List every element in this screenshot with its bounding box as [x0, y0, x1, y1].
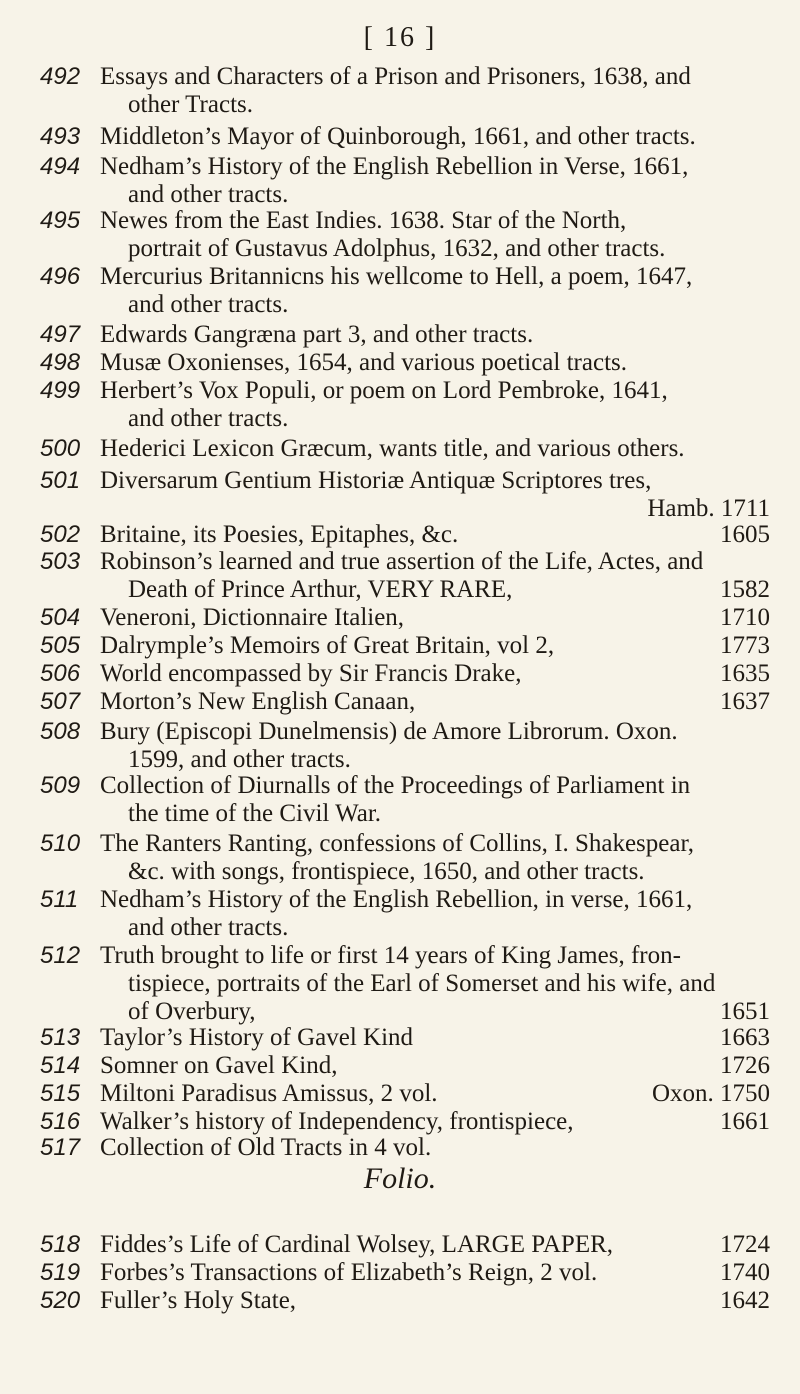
- entry-text: and other tracts.: [128, 291, 289, 318]
- entry-text: Forbes’s Transactions of Elizabeth’s Reign, 2 vol.: [100, 1259, 598, 1286]
- entry-number: 513: [40, 1024, 81, 1051]
- entry-number: 519: [40, 1259, 81, 1286]
- entry-date: 1726: [720, 1052, 770, 1079]
- entry-date: 1661: [720, 1108, 770, 1135]
- entry-text: and other tracts.: [128, 914, 289, 941]
- entry-number: 500: [40, 435, 81, 462]
- entry-number: 517: [40, 1134, 81, 1161]
- entry-date: 1635: [720, 660, 770, 687]
- entry-text: Herbert’s Vox Populi, or poem on Lord Pembroke, 1641,: [100, 377, 668, 404]
- entry-number: 512: [40, 942, 81, 969]
- entry-date: 1663: [720, 1024, 770, 1051]
- entry-text: 1599, and other tracts.: [128, 746, 351, 773]
- entry-text: other Tracts.: [128, 91, 253, 118]
- entry-date: 1582: [720, 576, 770, 603]
- entry-number: 493: [40, 123, 81, 150]
- entry-number: 518: [40, 1231, 81, 1258]
- entry-text: Nedham’s History of the English Rebellion in Verse, 1661,: [100, 153, 689, 180]
- entry-date: 1637: [720, 688, 770, 715]
- entry-text: of Overbury,: [128, 998, 256, 1025]
- entry-text: Diversarum Gentium Historiæ Antiquæ Scriptores tres,: [100, 467, 652, 494]
- entry-text: Middleton’s Mayor of Quinborough, 1661, and other tracts.: [100, 123, 696, 150]
- entry-number: 498: [40, 349, 81, 376]
- entry-date: 1740: [720, 1259, 770, 1286]
- entry-number: 502: [40, 521, 81, 548]
- entry-text: World encompassed by Sir Francis Drake,: [100, 660, 522, 687]
- entry-number: 508: [40, 718, 81, 745]
- entry-text: Walker’s history of Independency, frontispiece,: [100, 1108, 574, 1135]
- entry-text: Edwards Gangræna part 3, and other tracts.: [100, 321, 534, 348]
- entry-text: and other tracts.: [128, 181, 289, 208]
- entry-text: Collection of Diurnalls of the Proceedings of Parliament in: [100, 772, 691, 799]
- entry-number: 504: [40, 604, 81, 631]
- entry-date: 1642: [720, 1287, 770, 1314]
- entry-number: 492: [40, 63, 81, 90]
- entry-text: Britaine, its Poesies, Epitaphes, &c.: [100, 521, 459, 548]
- entry-number: 497: [40, 321, 81, 348]
- entry-number: 507: [40, 688, 81, 715]
- entry-number: 503: [40, 548, 81, 575]
- entry-text: Newes from the East Indies. 1638. Star of the North,: [100, 207, 627, 234]
- entry-number: 510: [40, 830, 81, 857]
- entry-number: 496: [40, 263, 81, 290]
- entry-text: Miltoni Paradisus Amissus, 2 vol.: [100, 1080, 438, 1107]
- entry-text: Taylor’s History of Gavel Kind: [100, 1024, 414, 1051]
- entry-number: 506: [40, 660, 81, 687]
- entry-text: Musæ Oxonienses, 1654, and various poetical tracts.: [100, 349, 627, 376]
- folio-heading: Folio.: [363, 1162, 437, 1195]
- entry-number: 494: [40, 153, 81, 180]
- entry-text: Truth brought to life or first 14 years of King James, fron-: [100, 942, 681, 969]
- entry-number: 499: [40, 377, 81, 404]
- entry-text: Hederici Lexicon Græcum, wants title, and various others.: [100, 435, 685, 462]
- entry-text: Collection of Old Tracts in 4 vol.: [100, 1134, 432, 1161]
- entry-number: 501: [40, 467, 81, 494]
- entry-text: Veneroni, Dictionnaire Italien,: [100, 604, 405, 631]
- entry-number: 514: [40, 1052, 81, 1079]
- entry-number: 495: [40, 207, 81, 234]
- entry-text: Robinson’s learned and true assertion of the Life, Actes, and: [100, 548, 704, 575]
- entry-text: Dalrymple’s Memoirs of Great Britain, vol 2,: [100, 632, 555, 659]
- entry-date: Hamb. 1711: [647, 495, 770, 522]
- entry-text: The Ranters Ranting, confessions of Collins, I. Shakespear,: [100, 830, 695, 857]
- entry-date: 1651: [720, 998, 770, 1025]
- entry-text: Essays and Characters of a Prison and Prisoners, 1638, and: [100, 63, 691, 90]
- entry-number: 511: [40, 886, 79, 913]
- entry-number: 505: [40, 632, 81, 659]
- entry-text: Mercurius Britannicns his wellcome to Hell, a poem, 1647,: [100, 263, 693, 290]
- entry-text: and other tracts.: [128, 405, 289, 432]
- entry-text: Fuller’s Holy State,: [100, 1287, 297, 1314]
- entry-text: Morton’s New English Canaan,: [100, 688, 416, 715]
- entry-date: 1724: [720, 1231, 770, 1258]
- entry-date: 1773: [720, 632, 770, 659]
- entry-text: Nedham’s History of the English Rebellion, in verse, 1661,: [100, 886, 693, 913]
- entry-number: 509: [40, 772, 81, 799]
- entry-number: 520: [40, 1287, 81, 1314]
- page-number: [ 16 ]: [363, 22, 437, 53]
- entry-date: Oxon. 1750: [651, 1080, 770, 1107]
- entry-number: 516: [40, 1108, 81, 1135]
- entry-text: &c. with songs, frontispiece, 1650, and other tracts.: [128, 858, 645, 885]
- entry-text: Somner on Gavel Kind,: [100, 1052, 338, 1079]
- entry-text: Death of Prince Arthur, VERY RARE,: [128, 576, 513, 603]
- entry-date: 1605: [720, 521, 770, 548]
- entry-number: 515: [40, 1080, 81, 1107]
- entry-date: 1710: [720, 604, 770, 631]
- entry-text: Bury (Episcopi Dunelmensis) de Amore Librorum. Oxon.: [100, 718, 678, 745]
- entry-text: the time of the Civil War.: [128, 800, 382, 827]
- entry-text: portrait of Gustavus Adolphus, 1632, and other tracts.: [128, 235, 666, 262]
- entry-text: tispiece, portraits of the Earl of Somerset and his wife, and: [128, 970, 716, 997]
- entry-text: Fiddes’s Life of Cardinal Wolsey, LARGE PAPER,: [100, 1231, 614, 1258]
